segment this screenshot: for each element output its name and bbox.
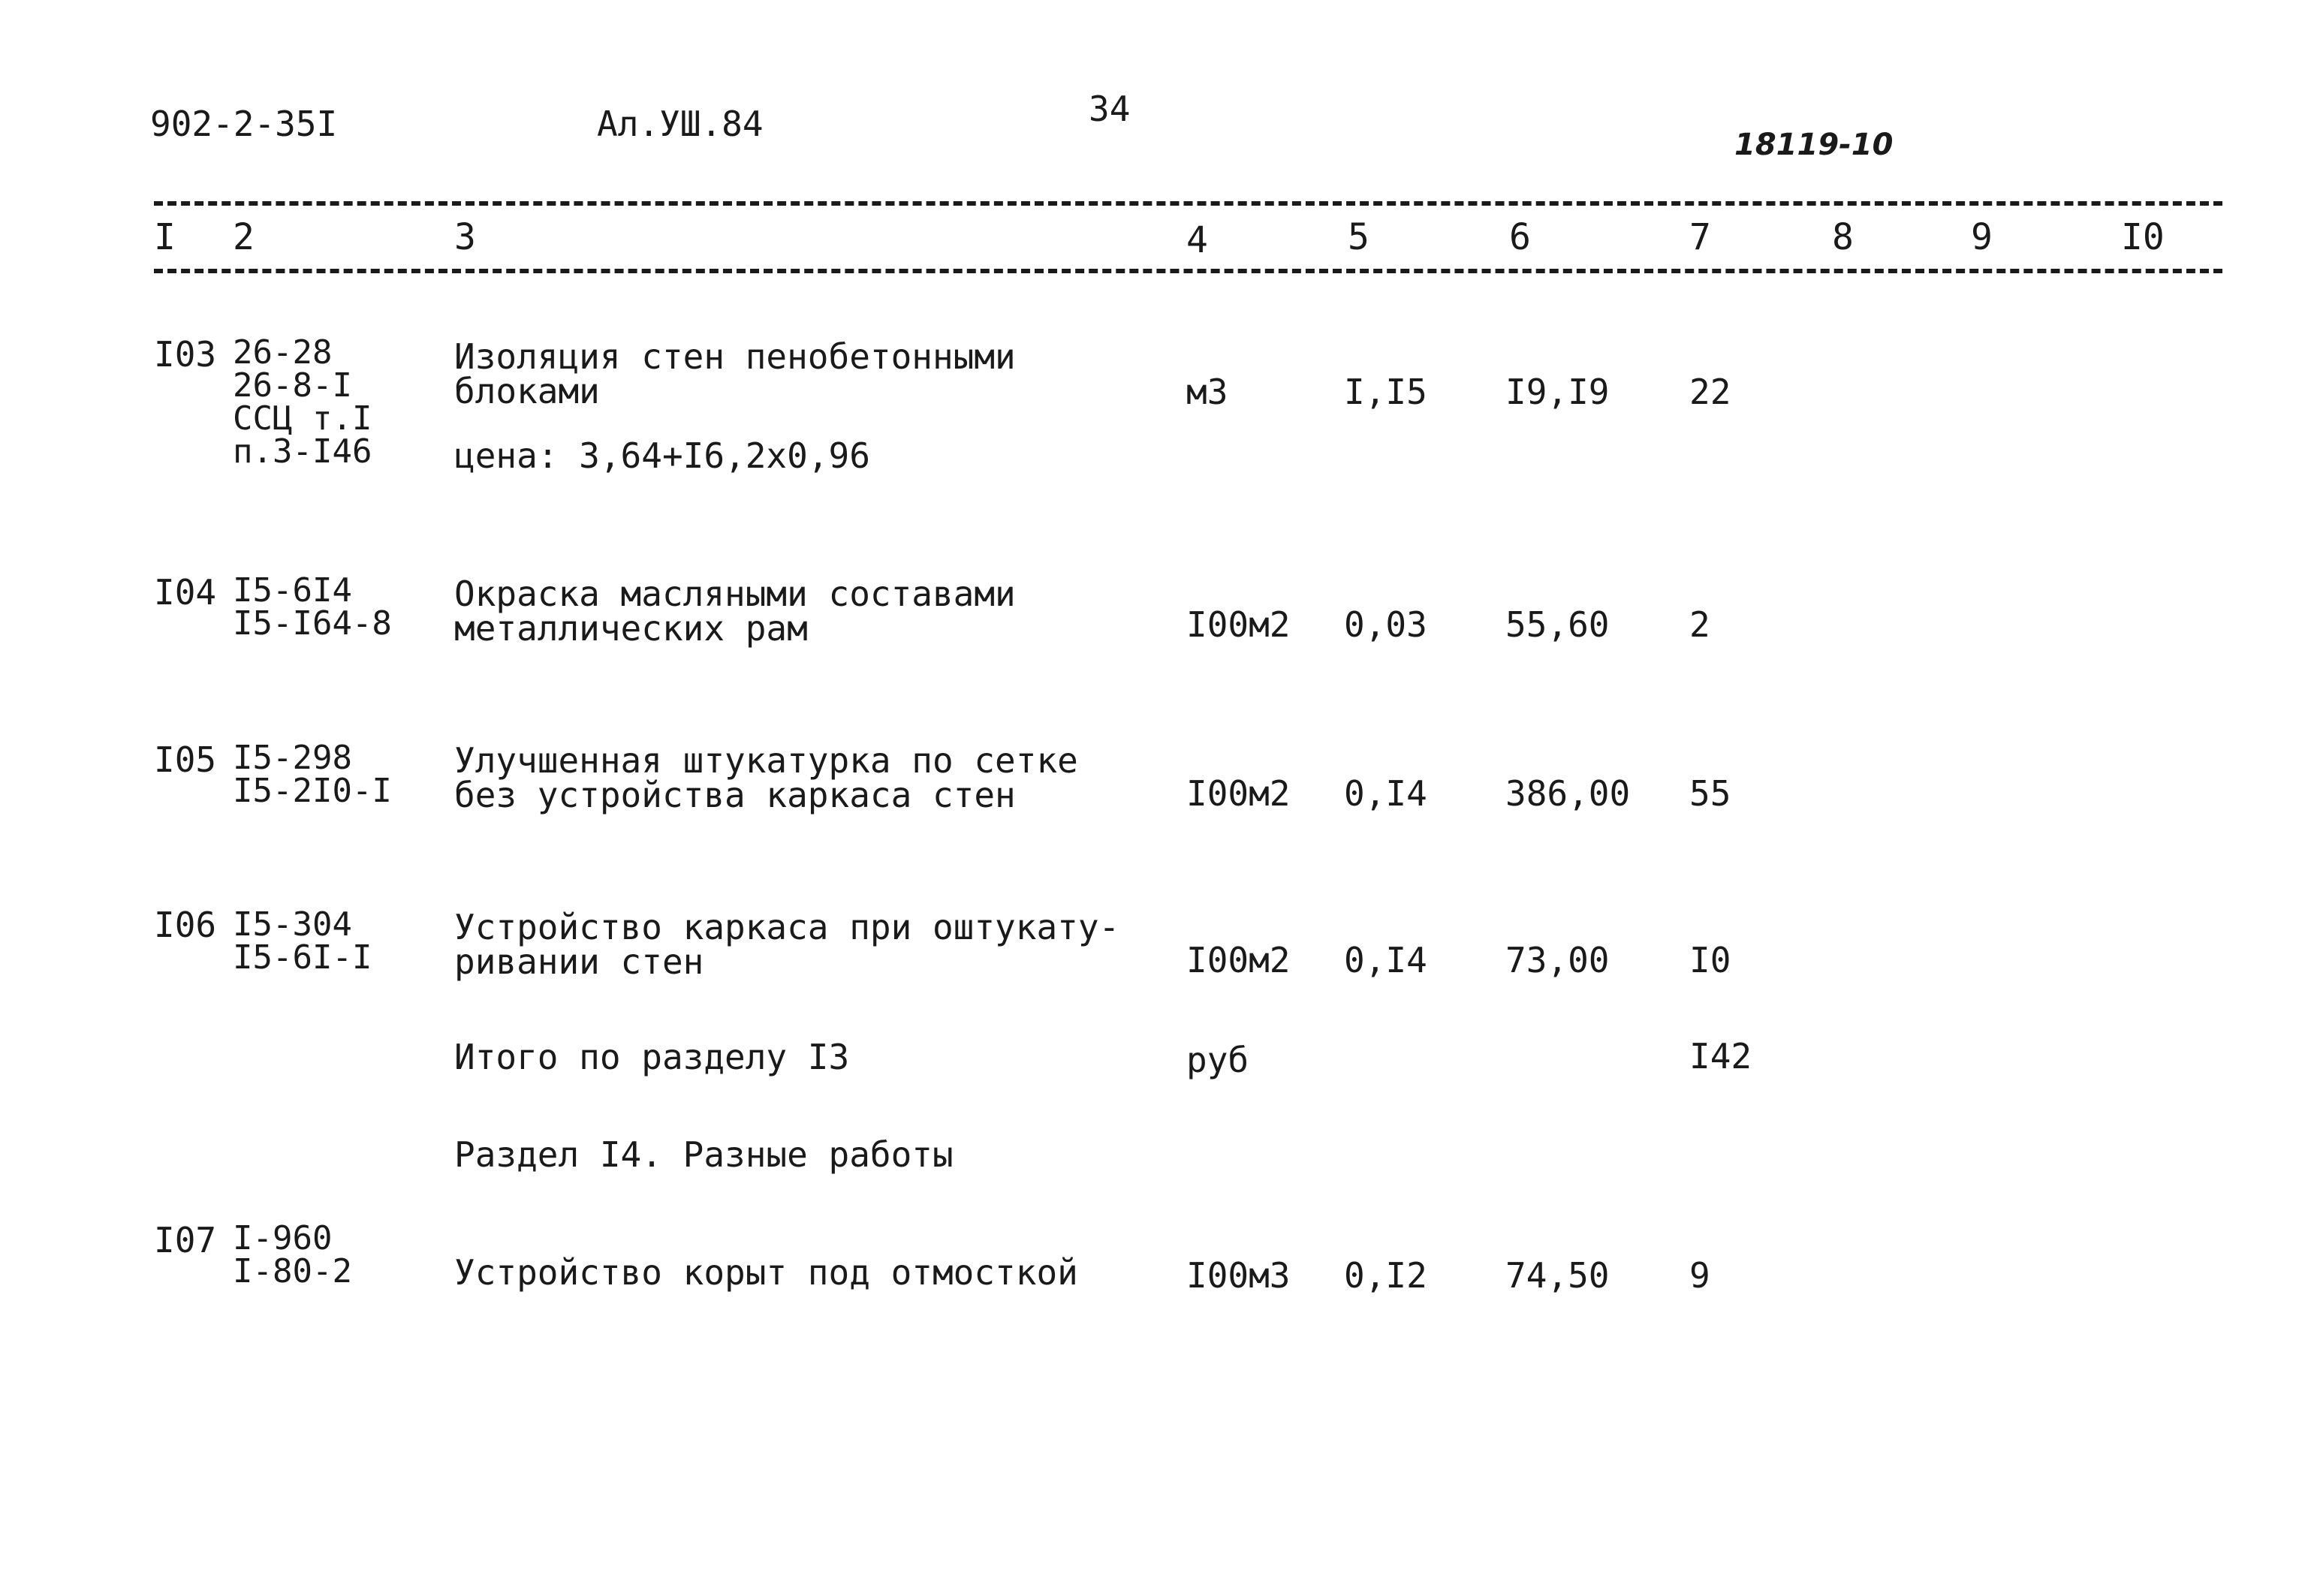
row-quantity: 0,I4 (1344, 773, 1427, 814)
row-unit-price: 74,50 (1505, 1255, 1610, 1296)
row-unit-price: I9,I9 (1505, 372, 1610, 412)
row-number: I07 (154, 1220, 217, 1260)
row-total: 22 (1689, 372, 1731, 412)
column-header-4: 4 (1186, 219, 1208, 261)
page-number: 34 (1089, 89, 1131, 129)
row-codes: I5-298 I5-2I0-I (233, 739, 392, 810)
subtotal-total: I42 (1689, 1036, 1752, 1077)
row-codes: I5-6I4 I5-I64-8 (233, 571, 392, 643)
column-header-2: 2 (233, 216, 255, 258)
row-number: I04 (154, 572, 217, 613)
document-code: 902-2-35I (150, 104, 338, 144)
row-unit: I00м2 (1186, 940, 1291, 980)
row-quantity: 0,I4 (1344, 940, 1427, 980)
row-description: Изоляция стен пенобетонными блоками (454, 336, 1016, 411)
section-title: Раздел I4. Разные работы (454, 1134, 954, 1175)
row-number: I05 (154, 739, 217, 780)
column-header-1: I (154, 216, 176, 258)
row-codes: I5-304 I5-6I-I (233, 905, 372, 977)
row-unit: I00м2 (1186, 604, 1291, 645)
row-total: I0 (1689, 940, 1731, 980)
row-total: 9 (1689, 1255, 1710, 1296)
subtotal-label: Итого по разделу I3 (454, 1037, 850, 1077)
row-description: Улучшенная штукатурка по сетке без устройства каркаса стен (454, 740, 1078, 815)
row-description: Устройство корыт под отмосткой (454, 1252, 1078, 1293)
row-codes: I-960 I-80-2 (233, 1219, 352, 1290)
subtotal-unit: руб (1186, 1040, 1249, 1080)
row-unit: I00м2 (1186, 773, 1291, 814)
row-unit-price: 386,00 (1505, 773, 1631, 814)
row-quantity: 0,03 (1344, 604, 1427, 645)
row-unit: I00м3 (1186, 1255, 1291, 1296)
row-unit: м3 (1186, 372, 1228, 412)
row-unit-price: 73,00 (1505, 940, 1610, 980)
column-header-6: 6 (1509, 216, 1531, 258)
header-bottom-rule (154, 269, 2222, 273)
row-description: Окраска масляными составами металлических рам (454, 574, 1016, 649)
row-unit-price: 55,60 (1505, 604, 1610, 645)
column-header-3: 3 (454, 216, 476, 258)
album-code: Ал.УШ.84 (597, 104, 764, 144)
row-codes: 26-28 26-8-I ССЦ т.I п.3-I46 (233, 333, 372, 471)
row-total: 2 (1689, 604, 1710, 645)
column-header-9: 9 (1971, 216, 1993, 258)
header-top-rule (154, 201, 2222, 206)
column-header-5: 5 (1348, 216, 1369, 258)
row-quantity: I,I5 (1344, 372, 1427, 412)
row-quantity: 0,I2 (1344, 1255, 1427, 1296)
row-description: Устройство каркаса при оштукату- ривании стен (454, 907, 1120, 982)
row-number: I03 (154, 334, 217, 375)
column-header-10: I0 (2121, 216, 2165, 258)
row-total: 55 (1689, 773, 1731, 814)
row-price-note: цена: 3,64+I6,2x0,96 (454, 435, 870, 476)
column-header-8: 8 (1832, 216, 1854, 258)
row-number: I06 (154, 905, 217, 945)
handwritten-note: 18119-10 (1734, 128, 1894, 162)
column-header-7: 7 (1689, 216, 1711, 258)
